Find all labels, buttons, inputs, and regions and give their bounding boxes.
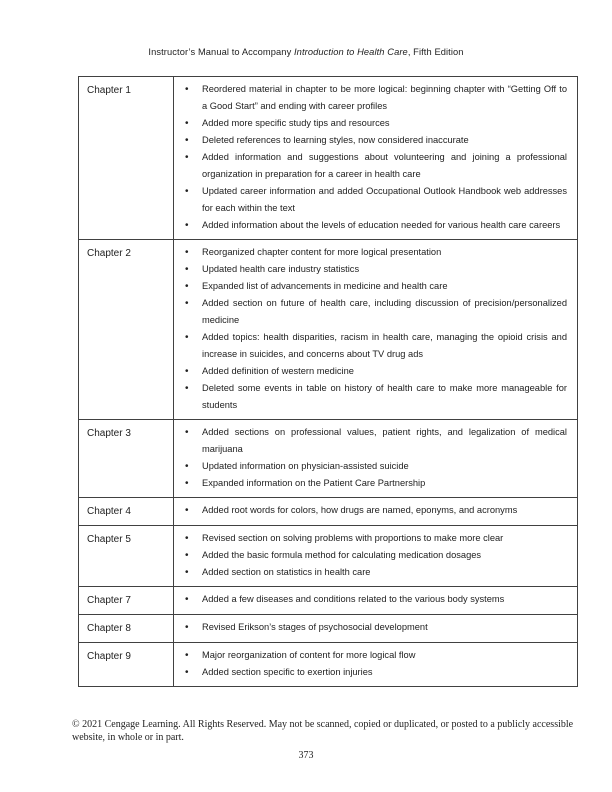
chapter-changes-cell — [174, 77, 578, 240]
table-row — [79, 615, 578, 643]
bullet-item: • Added section on future of health care, including discussion of precision/personalized medicine — [182, 295, 567, 329]
bullet-item: • Major reorganization of content for more logical flow — [182, 647, 567, 664]
running-header — [0, 47, 612, 57]
bullet-list — [182, 647, 567, 681]
bullet-item: • Expanded list of advancements in medicine and health care — [182, 278, 567, 295]
bullet-list — [182, 244, 567, 414]
bullet-item: • Updated health care industry statistics — [182, 261, 567, 278]
bullet-item: • Added sections on professional values, patient rights, and legalization of medical marijuana — [182, 424, 567, 458]
bullet-item: • Updated information on physician-assisted suicide — [182, 458, 567, 475]
bullet-item: • Added section specific to exertion injuries — [182, 664, 567, 681]
chapter-changes-cell — [174, 498, 578, 526]
bullet-item: • Revised section on solving problems with proportions to make more clear — [182, 530, 567, 547]
table-row — [79, 240, 578, 420]
chapter-changes-cell — [174, 643, 578, 687]
table-row — [79, 77, 578, 240]
header-book-title: Introduction to Health Care — [294, 47, 408, 57]
chapter-changes-cell — [174, 615, 578, 643]
bullet-item: • Added a few diseases and conditions related to the various body systems — [182, 591, 567, 608]
bullet-item: • Added the basic formula method for calculating medication dosages — [182, 547, 567, 564]
chapter-changes-table — [78, 76, 578, 687]
bullet-item: • Added root words for colors, how drugs are named, eponyms, and acronyms — [182, 502, 567, 519]
chapter-label: Chapter 9 — [79, 643, 174, 687]
bullet-item: • Expanded information on the Patient Care Partnership — [182, 475, 567, 492]
table-row — [79, 498, 578, 526]
page-number: 373 — [298, 750, 314, 761]
chapter-label: Chapter 1 — [79, 77, 174, 240]
bullet-list — [182, 502, 567, 519]
bullet-item: • Added more specific study tips and resources — [182, 115, 567, 132]
changes-table-body — [79, 77, 578, 687]
bullet-item: • Added information about the levels of education needed for various health care careers — [182, 217, 567, 234]
table-row — [79, 420, 578, 498]
bullet-item: • Added information and suggestions about volunteering and joining a professional organization in preparation for a career in health care — [182, 149, 567, 183]
bullet-list — [182, 591, 567, 608]
bullet-item: • Added definition of western medicine — [182, 363, 567, 380]
header-title-suffix: , Fifth Edition — [407, 47, 464, 57]
table-row — [79, 643, 578, 687]
bullet-list — [182, 81, 567, 234]
chapter-label: Chapter 7 — [79, 587, 174, 615]
chapter-label: Chapter 4 — [79, 498, 174, 526]
bullet-item: • Deleted references to learning styles, now considered inaccurate — [182, 132, 567, 149]
chapter-changes-cell — [174, 420, 578, 498]
bullet-item: • Revised Erikson’s stages of psychosocial development — [182, 619, 567, 636]
bullet-item: • Reordered material in chapter to be more logical: beginning chapter with “Getting Off to a Good Start” and ending with career profiles — [182, 81, 567, 115]
chapter-label: Chapter 8 — [79, 615, 174, 643]
bullet-item: • Added section on statistics in health care — [182, 564, 567, 581]
copyright-notice: © 2021 Cengage Learning. All Rights Reserved. May not be scanned, copied or duplicated, or posted to a publicly accessible website, in whole or in part. — [72, 719, 574, 743]
chapter-changes-cell — [174, 526, 578, 587]
table-row — [79, 587, 578, 615]
bullet-item: • Added topics: health disparities, racism in health care, managing the opioid crisis and increase in suicides, and concerns about TV drug ads — [182, 329, 567, 363]
bullet-item: • Reorganized chapter content for more logical presentation — [182, 244, 567, 261]
chapter-changes-cell — [174, 587, 578, 615]
bullet-item: • Deleted some events in table on history of health care to make more manageable for students — [182, 380, 567, 414]
chapter-label: Chapter 5 — [79, 526, 174, 587]
bullet-item: • Updated career information and added Occupational Outlook Handbook web addresses for each within the text — [182, 183, 567, 217]
table-row — [79, 526, 578, 587]
bullet-list — [182, 530, 567, 581]
bullet-list — [182, 424, 567, 492]
bullet-list — [182, 619, 567, 636]
chapter-changes-cell — [174, 240, 578, 420]
chapter-label: Chapter 3 — [79, 420, 174, 498]
chapter-label: Chapter 2 — [79, 240, 174, 420]
header-title-prefix: Instructor’s Manual to Accompany — [148, 47, 294, 57]
